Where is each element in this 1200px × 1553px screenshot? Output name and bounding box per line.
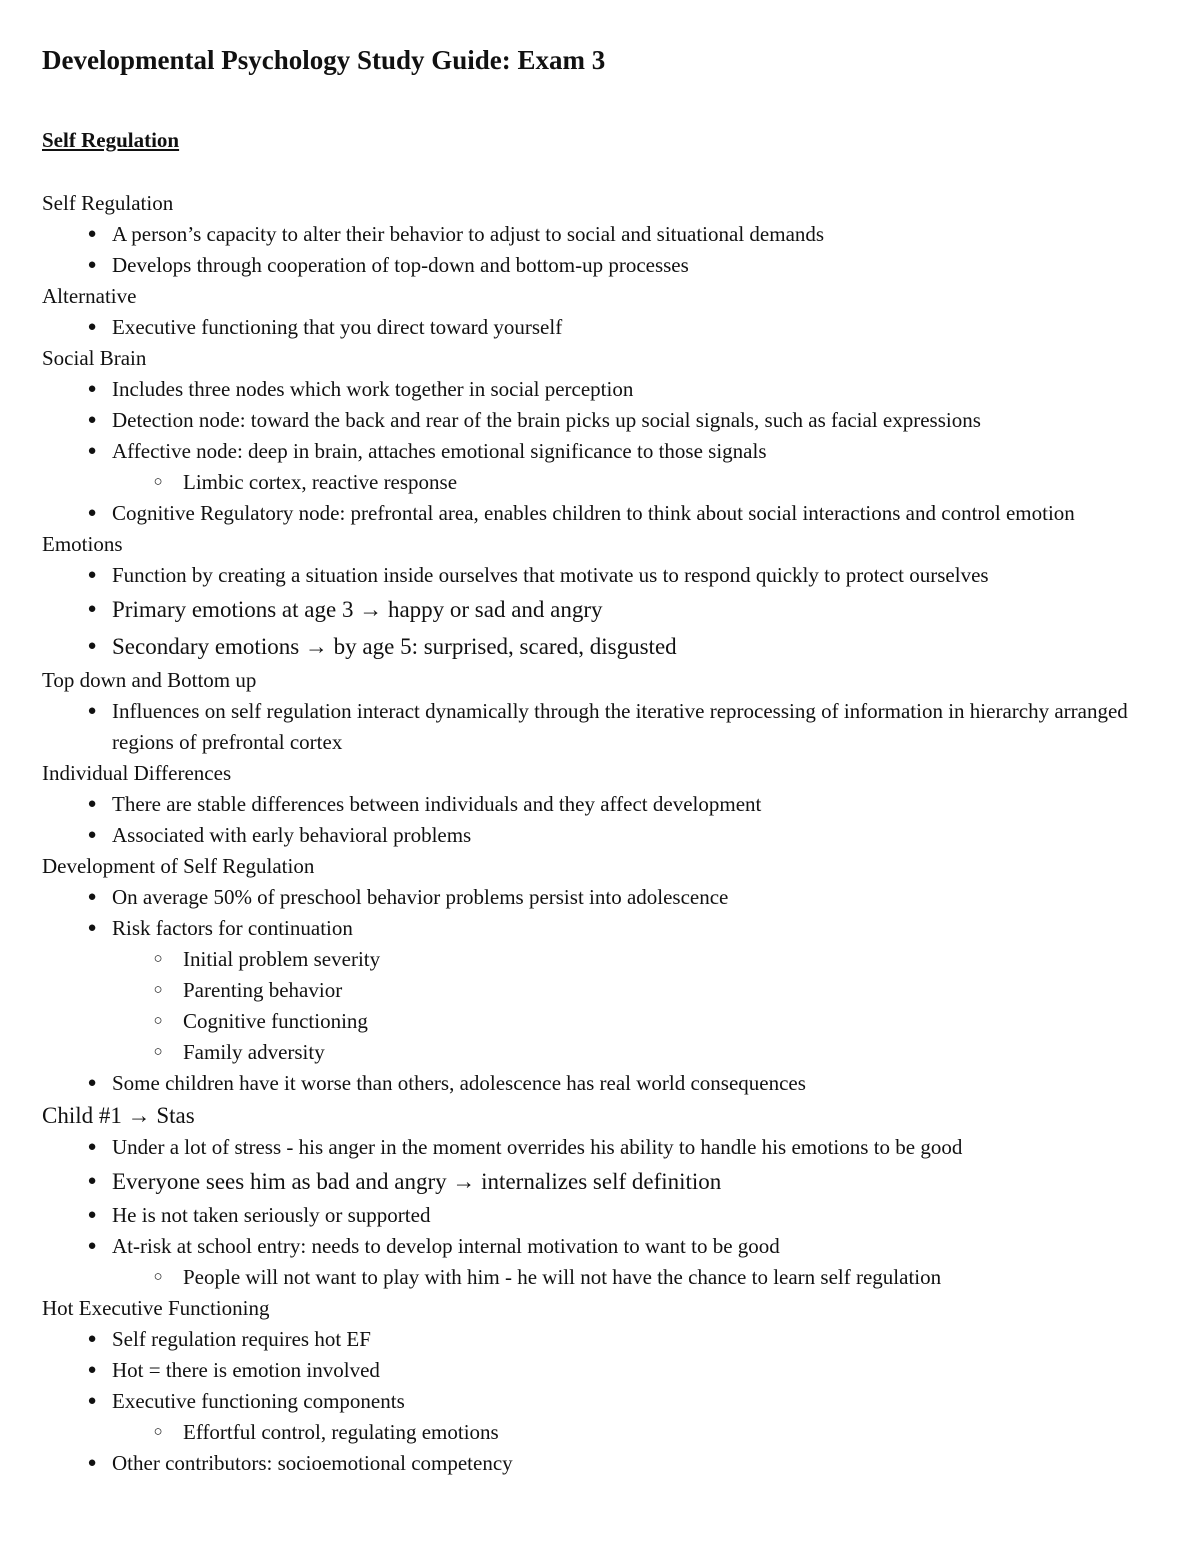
sub-list-item xyxy=(42,467,1162,498)
list-item-text: Executive functioning that you direct toward yourself xyxy=(112,315,563,339)
list-item xyxy=(42,1231,1162,1262)
topic-heading: Hot Executive Functioning xyxy=(42,1296,270,1320)
bullet-list xyxy=(42,1132,1162,1293)
list-item xyxy=(42,560,1162,591)
hollow-bullet-icon: ○ xyxy=(153,1269,163,1285)
bullet-icon: ● xyxy=(87,889,97,905)
list-item xyxy=(42,882,1162,913)
list-item-text: He is not taken seriously or supported xyxy=(112,1203,431,1227)
bullet-icon: ● xyxy=(87,601,97,617)
list-item xyxy=(42,1068,1162,1099)
topic-heading: Alternative xyxy=(42,284,137,308)
list-item-text: Risk factors for continuation xyxy=(112,916,353,940)
bullet-list xyxy=(42,1324,1162,1479)
bullet-list xyxy=(42,374,1162,529)
list-item-text: Other contributors: socioemotional competency xyxy=(112,1451,513,1475)
bullet-icon: ● xyxy=(87,226,97,242)
hollow-bullet-icon: ○ xyxy=(153,982,163,998)
list-item xyxy=(42,219,1162,250)
topic-heading: Social Brain xyxy=(42,346,147,370)
bullet-icon: ● xyxy=(87,443,97,459)
document-title: Developmental Psychology Study Guide: Exam 3 xyxy=(42,45,606,75)
sub-list-item xyxy=(42,1037,1162,1068)
topic-heading: Individual Differences xyxy=(42,761,232,785)
hollow-bullet-icon: ○ xyxy=(153,474,163,490)
bullet-icon: ● xyxy=(87,796,97,812)
bullet-list xyxy=(42,560,1162,665)
bullet-icon: ● xyxy=(87,638,97,654)
list-item xyxy=(42,1200,1162,1231)
bullet-icon: ● xyxy=(87,1331,97,1347)
sub-list-item xyxy=(42,975,1162,1006)
list-item xyxy=(42,628,1162,665)
list-item-text: Everyone sees him as bad and angry → internalizes self definition xyxy=(112,1169,722,1194)
list-item xyxy=(42,1324,1162,1355)
bullet-icon: ● xyxy=(87,1362,97,1378)
list-item xyxy=(42,405,1162,436)
bullet-icon: ● xyxy=(87,319,97,335)
bullet-icon: ● xyxy=(87,257,97,273)
list-item xyxy=(42,1386,1162,1417)
bullet-list xyxy=(42,312,1162,343)
list-item-text: Influences on self regulation interact dynamically through the iterative reprocessing of information in hierarchy arranged regions of prefrontal cortex xyxy=(112,699,1128,754)
bullet-icon: ● xyxy=(87,505,97,521)
document-page xyxy=(42,40,1162,1479)
list-item xyxy=(42,436,1162,467)
list-item-text: Limbic cortex, reactive response xyxy=(183,470,458,494)
list-item-text: A person’s capacity to alter their behavior to adjust to social and situational demands xyxy=(112,222,825,246)
list-item xyxy=(42,250,1162,281)
bullet-icon: ● xyxy=(87,920,97,936)
sub-list-item xyxy=(42,944,1162,975)
list-item-text: Parenting behavior xyxy=(183,978,343,1002)
list-item-text: Hot = there is emotion involved xyxy=(112,1358,380,1382)
bullet-list xyxy=(42,882,1162,1099)
spacer xyxy=(42,154,1162,188)
bullet-icon: ● xyxy=(87,1173,97,1189)
list-item xyxy=(42,1355,1162,1386)
list-item xyxy=(42,820,1162,851)
bullet-icon: ● xyxy=(87,1393,97,1409)
bullet-icon: ● xyxy=(87,381,97,397)
list-item-text: There are stable differences between individuals and they affect development xyxy=(112,792,762,816)
topic-heading: Child #1 → Stas xyxy=(42,1103,195,1128)
bullet-icon: ● xyxy=(87,1455,97,1471)
hollow-bullet-icon: ○ xyxy=(153,1013,163,1029)
list-item-text: Includes three nodes which work together in social perception xyxy=(112,377,634,401)
list-item-text: Develops through cooperation of top-down and bottom-up processes xyxy=(112,253,689,277)
topic-heading: Development of Self Regulation xyxy=(42,854,315,878)
bullet-icon: ● xyxy=(87,1139,97,1155)
list-item xyxy=(42,312,1162,343)
list-item-text: People will not want to play with him - he will not have the chance to learn self regulation xyxy=(183,1265,942,1289)
list-item-text: Primary emotions at age 3 → happy or sad and angry xyxy=(112,597,603,622)
bullet-icon: ● xyxy=(87,1238,97,1254)
list-item-text: Detection node: toward the back and rear of the brain picks up social signals, such as facial expressions xyxy=(112,408,981,432)
list-item xyxy=(42,1163,1162,1200)
list-item-text: Associated with early behavioral problems xyxy=(112,823,472,847)
section-heading: Self Regulation xyxy=(42,128,180,152)
hollow-bullet-icon: ○ xyxy=(153,1044,163,1060)
sub-list-item xyxy=(42,1262,1162,1293)
list-item-text: Effortful control, regulating emotions xyxy=(183,1420,499,1444)
list-item-text: Cognitive Regulatory node: prefrontal area, enables children to think about social interactions and control emotion xyxy=(112,501,1075,525)
bullet-list xyxy=(42,789,1162,851)
bullet-icon: ● xyxy=(87,703,97,719)
bullet-list xyxy=(42,696,1162,758)
list-item-text: Self regulation requires hot EF xyxy=(112,1327,371,1351)
sub-list-item xyxy=(42,1006,1162,1037)
list-item-text: At-risk at school entry: needs to develop internal motivation to want to be good xyxy=(112,1234,780,1258)
list-item xyxy=(42,913,1162,944)
bullet-icon: ● xyxy=(87,1075,97,1091)
list-item xyxy=(42,696,1162,758)
bullet-list xyxy=(42,219,1162,281)
list-item xyxy=(42,498,1162,529)
document-body xyxy=(42,188,1162,1479)
list-item-text: Family adversity xyxy=(183,1040,325,1064)
list-item xyxy=(42,374,1162,405)
topic-heading: Self Regulation xyxy=(42,191,174,215)
list-item-text: Function by creating a situation inside ourselves that motivate us to respond quickly to protect ourselves xyxy=(112,563,989,587)
list-item-text: Secondary emotions → by age 5: surprised, scared, disgusted xyxy=(112,634,677,659)
sub-list-item xyxy=(42,1417,1162,1448)
list-item-text: Initial problem severity xyxy=(183,947,381,971)
topic-heading: Emotions xyxy=(42,532,123,556)
hollow-bullet-icon: ○ xyxy=(153,1424,163,1440)
list-item xyxy=(42,591,1162,628)
list-item-text: On average 50% of preschool behavior problems persist into adolescence xyxy=(112,885,729,909)
bullet-icon: ● xyxy=(87,567,97,583)
list-item-text: Affective node: deep in brain, attaches emotional significance to those signals xyxy=(112,439,767,463)
hollow-bullet-icon: ○ xyxy=(153,951,163,967)
bullet-icon: ● xyxy=(87,412,97,428)
topic-heading: Top down and Bottom up xyxy=(42,668,257,692)
bullet-icon: ● xyxy=(87,827,97,843)
list-item-text: Under a lot of stress - his anger in the moment overrides his ability to handle his emotions to be good xyxy=(112,1135,963,1159)
list-item-text: Cognitive functioning xyxy=(183,1009,368,1033)
bullet-icon: ● xyxy=(87,1207,97,1223)
list-item xyxy=(42,1448,1162,1479)
list-item xyxy=(42,1132,1162,1163)
list-item-text: Some children have it worse than others, adolescence has real world consequences xyxy=(112,1071,806,1095)
list-item xyxy=(42,789,1162,820)
list-item-text: Executive functioning components xyxy=(112,1389,405,1413)
